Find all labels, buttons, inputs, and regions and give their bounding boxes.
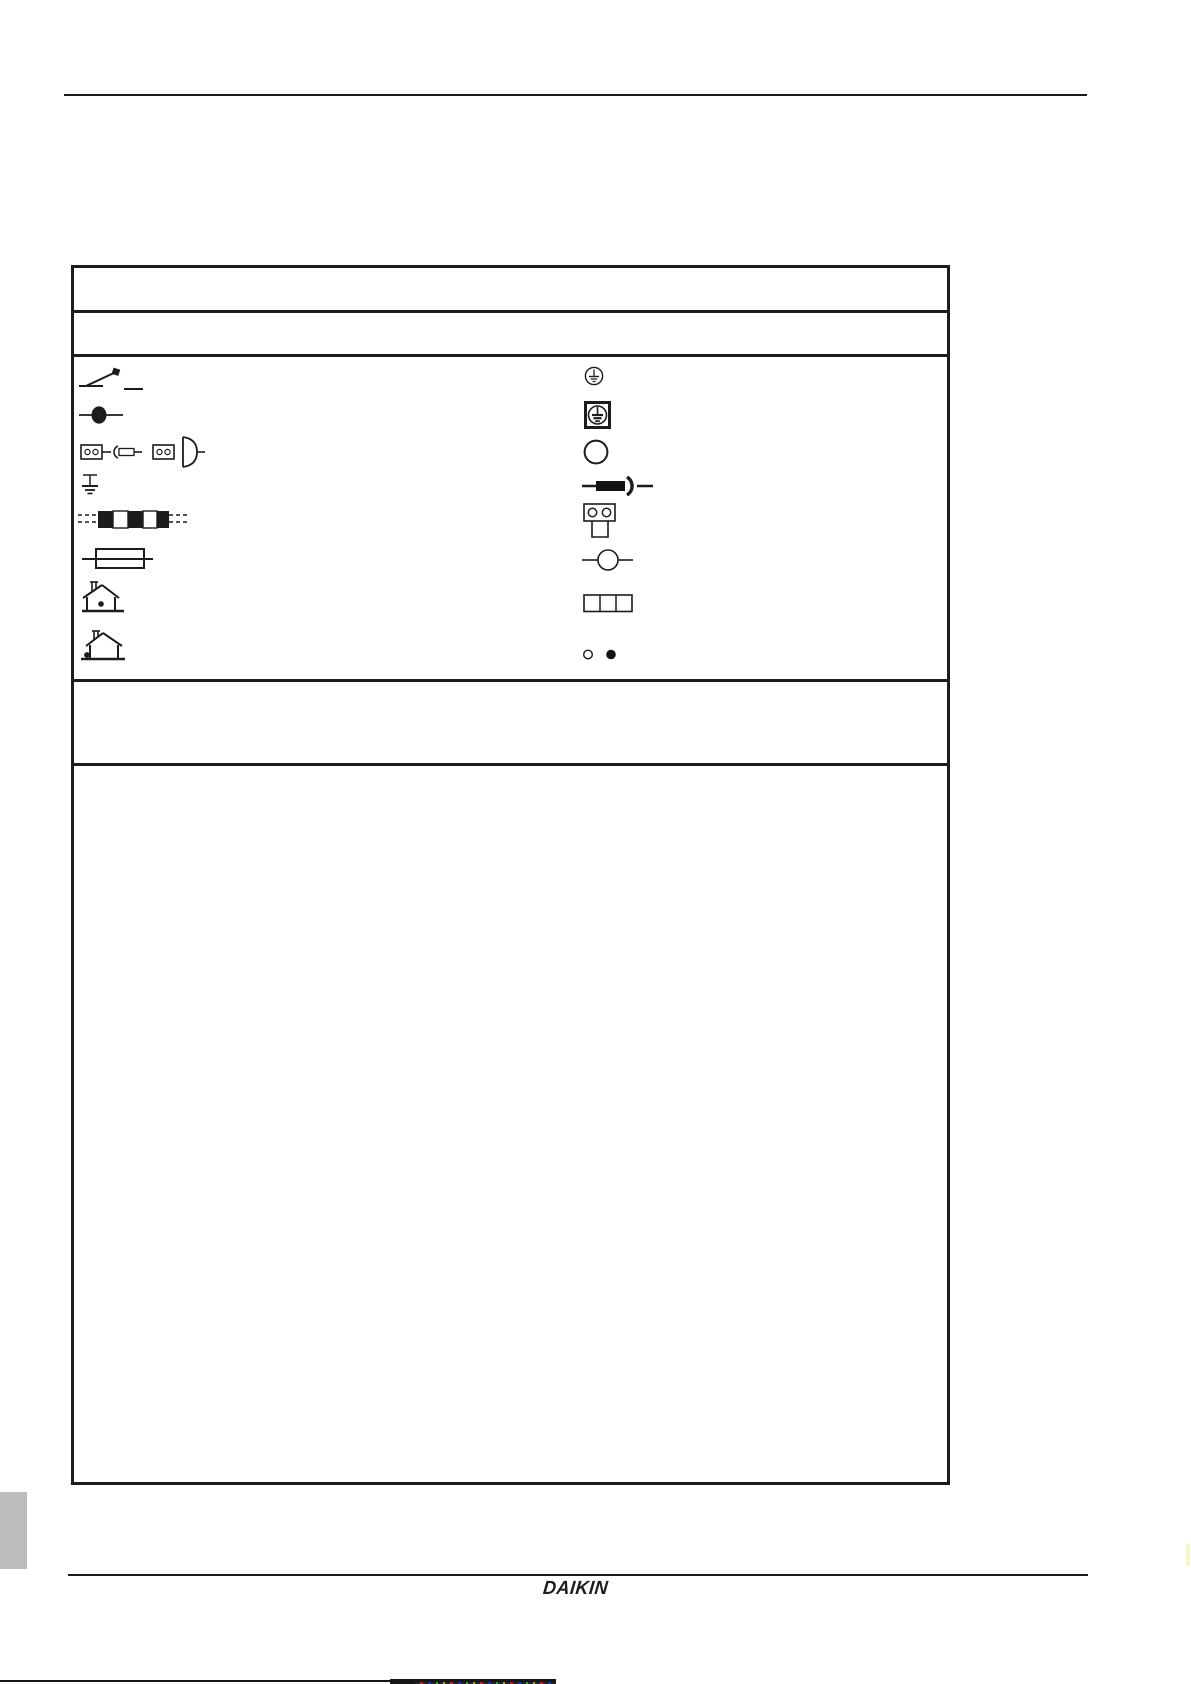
fuse-icon — [82, 547, 154, 571]
terminal-connector-icon — [583, 503, 617, 539]
legend-divider-3 — [72, 679, 948, 682]
header-rule — [64, 94, 1087, 96]
earth-ground-icon — [80, 471, 100, 497]
protective-earth-circle-icon — [584, 366, 604, 386]
house-dot-inside-icon — [78, 576, 128, 614]
lamp-circle-on-line-icon — [582, 548, 634, 572]
switch-contact-icon — [77, 366, 145, 392]
protective-earth-screw-box-icon — [584, 401, 611, 429]
page-edge-tab — [0, 1492, 27, 1569]
wire-junction-dot-icon — [78, 403, 124, 427]
connector-plug-pair-icon — [80, 436, 206, 468]
house-dot-outside-icon — [78, 628, 128, 662]
open-and-filled-dot-icon — [581, 647, 619, 662]
terminal-strip-3-icon — [583, 594, 633, 613]
footer-rule — [68, 1574, 1088, 1576]
ferrite-core-connector-icon — [582, 476, 654, 496]
legend-divider-4 — [72, 763, 948, 766]
shielded-field-wiring-icon — [78, 509, 190, 531]
daikin-logo: DAIKIN — [542, 1578, 610, 1599]
legend-divider-1 — [72, 310, 948, 313]
scan-artifact-sliver — [1186, 1544, 1190, 1566]
plain-circle-icon — [583, 439, 609, 465]
legend-divider-2 — [72, 354, 948, 357]
